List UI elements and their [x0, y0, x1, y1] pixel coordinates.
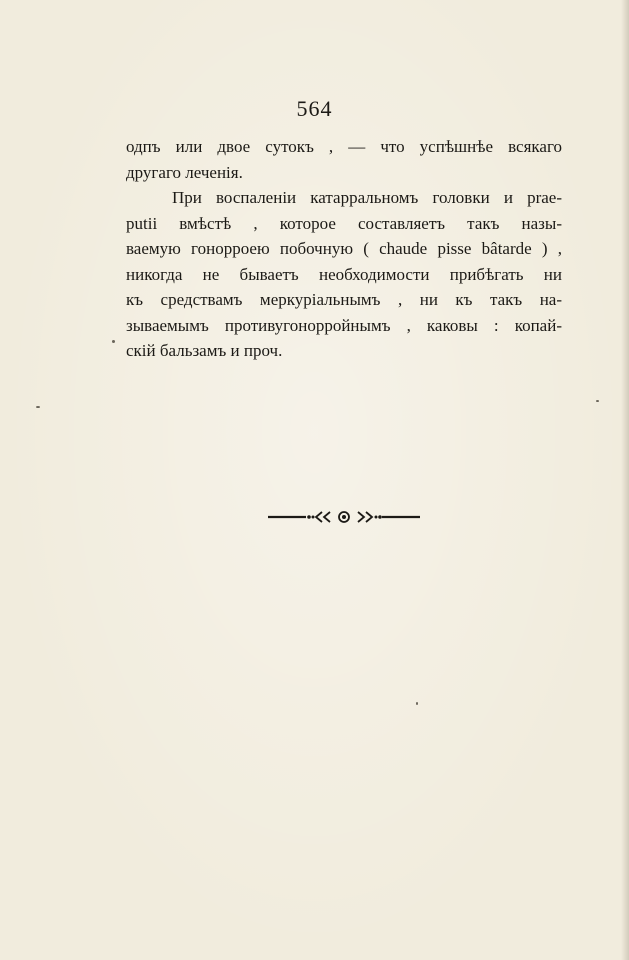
page-number: 564	[296, 96, 333, 121]
text-line: При воспаленіи катарральномъ головки и prae-	[172, 188, 562, 207]
paper-speck	[596, 400, 599, 402]
text-line: къ средствамъ меркуріальнымъ , ни къ такъ на-	[126, 290, 562, 309]
divider-ornament-icon	[0, 505, 629, 529]
paper-speck	[416, 702, 418, 705]
text-line: ваемую гонорроею побочную ( chaude pisse bâtarde ) ,	[126, 239, 562, 258]
text-line: скій бальзамъ и проч.	[126, 341, 283, 360]
body-text	[126, 134, 562, 364]
text-line: одпъ или двое сутокъ , — что успѣшнѣе всякаго	[126, 137, 562, 156]
text-line: зываемымъ противугонорройнымъ , каковы : копай-	[126, 315, 562, 335]
paper-speck	[112, 340, 115, 343]
page-edge-shadow	[621, 0, 629, 960]
paper-speck	[36, 406, 40, 408]
text-line: другаго леченія.	[126, 162, 243, 182]
text-line: putii вмѣстѣ , которое составляетъ такъ назы-	[126, 213, 562, 233]
text-line: никогда не бываетъ необходимости прибѣгать ни	[126, 264, 562, 284]
